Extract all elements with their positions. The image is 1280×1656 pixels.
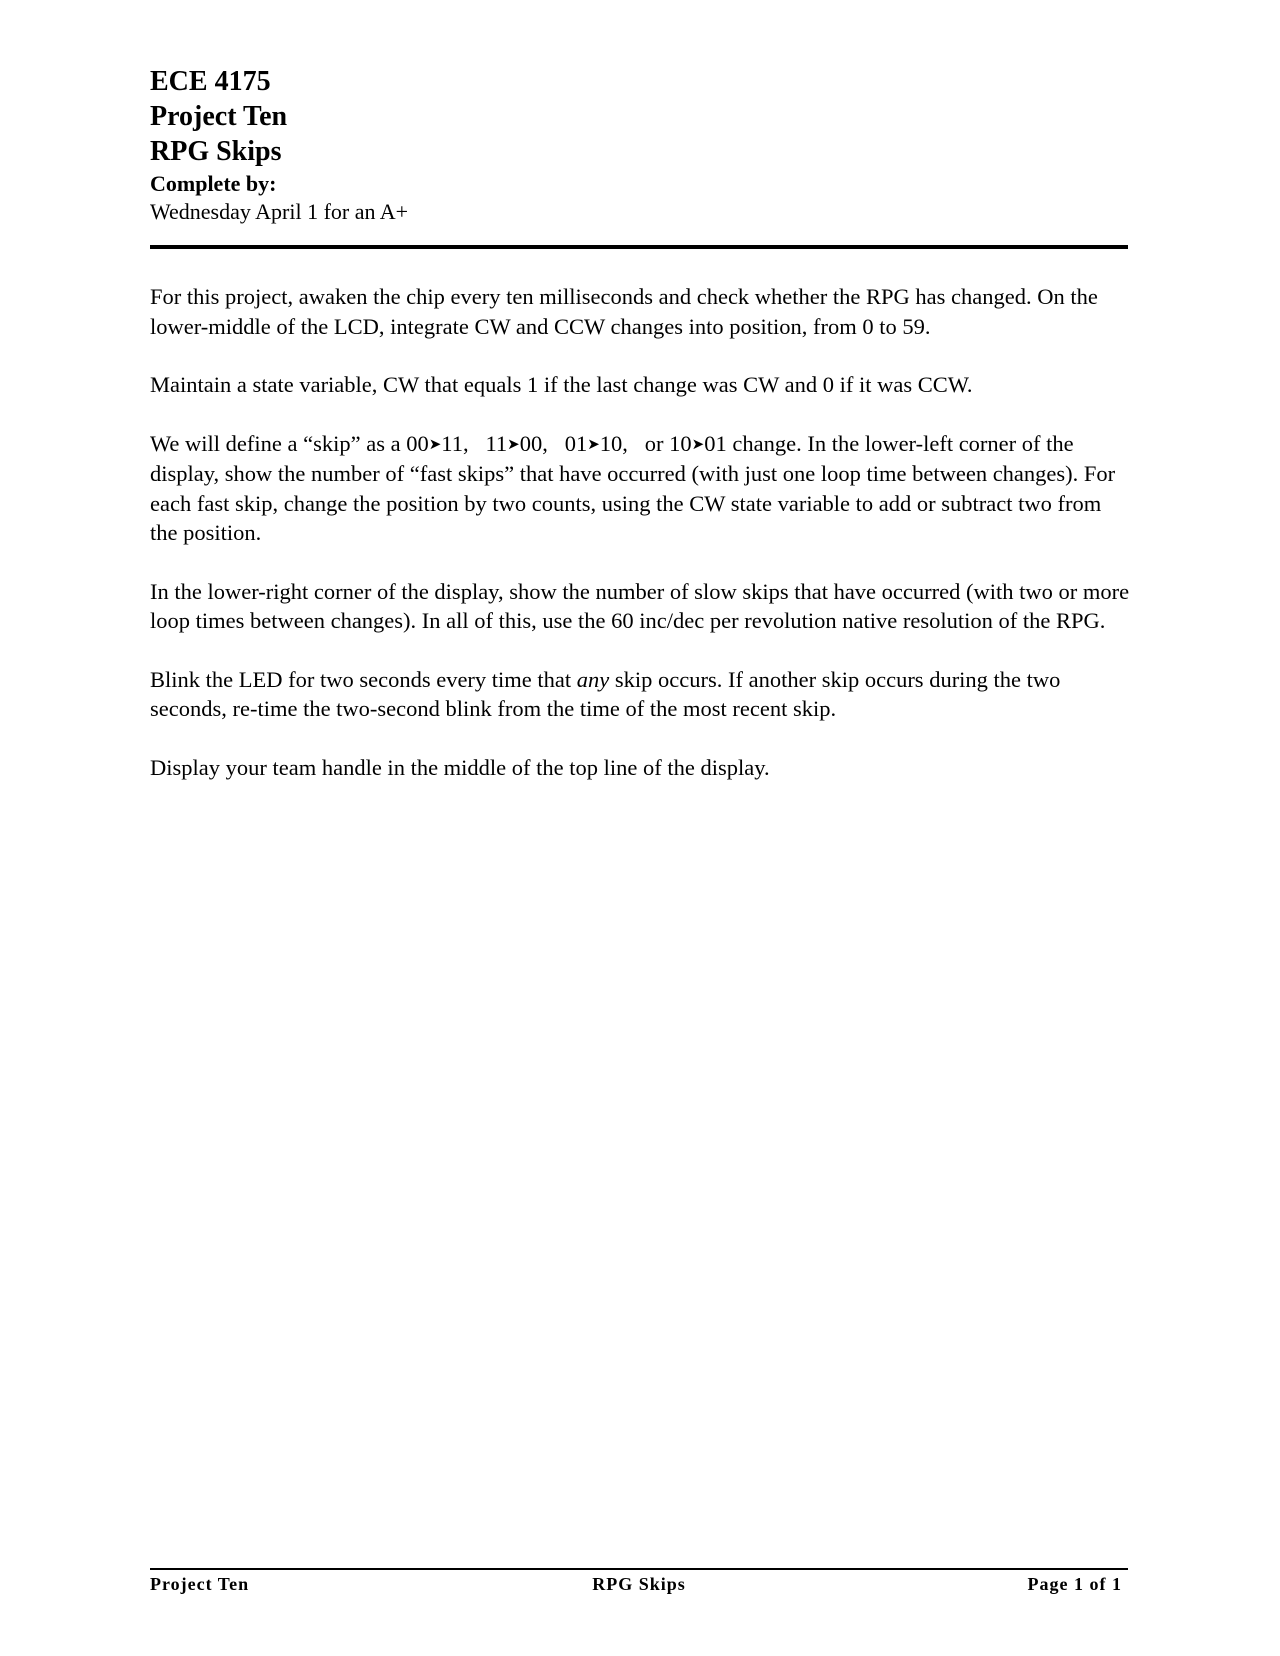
or-word: or — [644, 430, 664, 456]
transition-from-11: 11 — [485, 430, 508, 456]
transition-to-00: 00, — [519, 430, 548, 456]
footer-divider — [150, 1568, 1128, 1570]
footer-project: Project Ten — [150, 1574, 250, 1594]
skip-definition-rest: change. In the lower-left corner of the display, show the number of “fast skips” that have occurred (with just one loop time between changes). For each fast skip, change the position by two counts, using the CW state variable to add or subtract two from the position. — [150, 430, 1116, 545]
complete-by-label: Complete by: — [150, 171, 277, 196]
transition-to-10: 10, — [599, 430, 628, 456]
transition-from-01: 01 — [564, 430, 588, 456]
arrow-icon: ➤ — [587, 434, 600, 453]
paragraph-3 — [150, 429, 1130, 548]
led-blink-rest: skip occurs. If another skip occurs during the two seconds, re-time the two-second blink from the time of the most recent skip. — [150, 666, 1061, 721]
course-title: ECE 4175 — [150, 66, 271, 97]
arrow-icon: ➤ — [691, 434, 705, 453]
footer-topic: RPG Skips — [592, 1574, 686, 1594]
header-divider — [150, 245, 1128, 249]
footer-page-number: Page 1 of 1 — [1027, 1574, 1122, 1594]
topic-title: RPG Skips — [150, 136, 282, 167]
transition-to-11: 11, — [441, 430, 469, 456]
body-text — [150, 282, 1130, 782]
paragraph-2: Maintain a state variable, CW that equals 1 if the last change was CW and 0 if it was CCW. — [150, 372, 973, 397]
page-footer — [150, 1568, 1128, 1598]
transition-from-00: 00 — [406, 430, 429, 456]
led-blink-intro: Blink the LED for two seconds every time that — [150, 666, 577, 692]
footer-row — [150, 1574, 1128, 1598]
transition-from-10: 10 — [669, 430, 692, 456]
skip-definition-intro: We will define a “skip” as a — [150, 430, 407, 456]
paragraph-5 — [150, 665, 1130, 724]
due-date: Wednesday April 1 for an A+ — [150, 199, 409, 224]
project-title: Project Ten — [150, 101, 288, 132]
arrow-icon: ➤ — [507, 434, 520, 453]
paragraph-6: Display your team handle in the middle of the top line of the display. — [150, 754, 770, 780]
transition-to-01: 01 — [704, 430, 727, 456]
paragraph-4: In the lower-right corner of the display, show the number of slow skips that have occurred (with two or more loop times between changes). In all of this, use the 60 inc/dec per revolution native resolution of the RPG. — [150, 578, 1130, 633]
emphasis-any: any — [576, 666, 610, 692]
paragraph-1: For this project, awaken the chip every ten milliseconds and check whether the RPG has changed. On the lower-middle of the LCD, integrate CW and CCW changes into position, from 0 to 59. — [150, 284, 1098, 339]
document-page — [150, 64, 1130, 811]
arrow-icon: ➤ — [428, 434, 442, 453]
